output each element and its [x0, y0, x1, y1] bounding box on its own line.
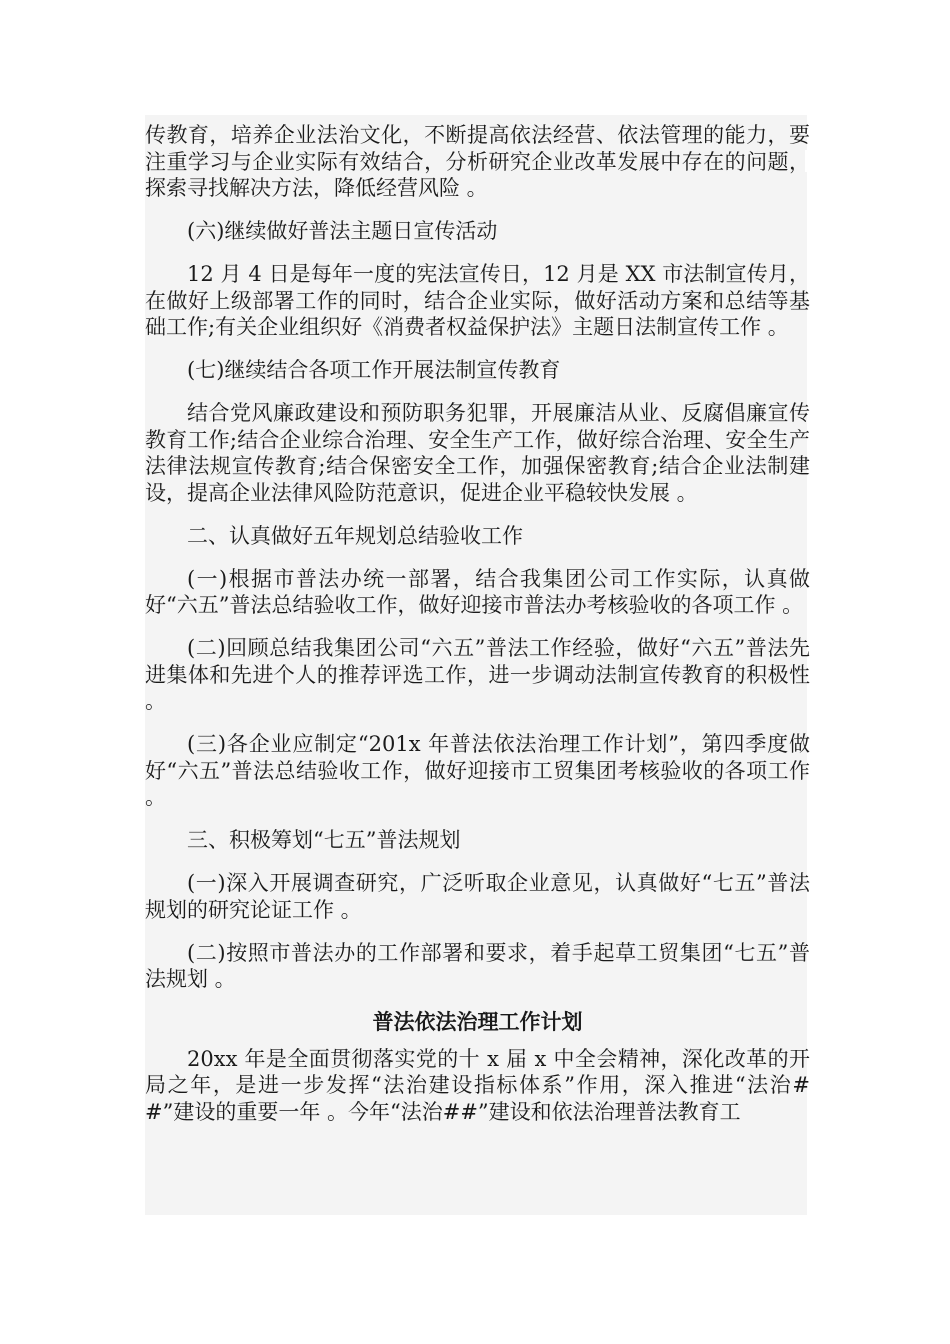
section-title-6: (六)继续做好普法主题日宣传活动: [187, 219, 498, 243]
paragraph: 结合党风廉政建设和预防职务犯罪，开展廉洁从业、反腐倡廉宣传教育工作;结合企业综合治理、安全生产工作，做好综合治理、安全生产法律法规宣传教育;结合保密安全工作，加强保密教育;结合企业法制建设，提高企业法律风险防范意识，促进企业平稳较快发展 。: [145, 401, 810, 505]
document-body: [145, 122, 810, 1142]
document-heading: 普法依法治理工作计划: [372, 1010, 583, 1034]
paragraph: 20xx 年是全面贯彻落实党的十 x 届 x 中全会精神，深化改革的开局之年，是进一步发挥“法治建设指标体系”作用，深入推进“法治##”建设的重要一年 。今年“法治##”建设和依法治理普法教育工: [145, 1046, 810, 1124]
paragraph: (二)回顾总结我集团公司“六五”普法工作经验，做好“六五”普法先进集体和先进个人的推荐评选工作，进一步调动法制宣传教育的积极性 。: [145, 636, 810, 713]
section-title-7: (七)继续结合各项工作开展法制宣传教育: [187, 358, 561, 382]
paragraph: (三)各企业应制定“201x 年普法依法治理工作计划”，第四季度做好“六五”普法总结验收工作，做好迎接市工贸集团考核验收的各项工作 。: [145, 732, 810, 809]
section-heading-2: 二、认真做好五年规划总结验收工作: [187, 523, 523, 548]
paragraph: (一)深入开展调查研究，广泛听取企业意见，认真做好“七五”普法规划的研究论证工作 。: [145, 871, 810, 922]
paragraph: (一)根据市普法办统一部署，结合我集团公司工作实际，认真做好“六五”普法总结验收工作，做好迎接市普法办考核验收的各项工作 。: [145, 566, 810, 617]
paragraph-continuation: 传教育，培养企业法治文化，不断提高依法经营、依法管理的能力，要注重学习与企业实际有效结合，分析研究企业改革发展中存在的问题，探索寻找解决方法，降低经营风险 。: [145, 123, 810, 200]
section-heading-3: 三、积极筹划“七五”普法规划: [187, 828, 461, 852]
paragraph: (二)按照市普法办的工作部署和要求，着手起草工贸集团“七五”普法规划 。: [145, 940, 810, 991]
paragraph: 12 月 4 日是每年一度的宪法宣传日，12 月是 XX 市法制宣传月，在做好上级部署工作的同时，结合企业实际，做好活动方案和总结等基础工作;有关企业组织好《消费者权益保护法》主题日法制宣传工作 。: [145, 262, 810, 339]
